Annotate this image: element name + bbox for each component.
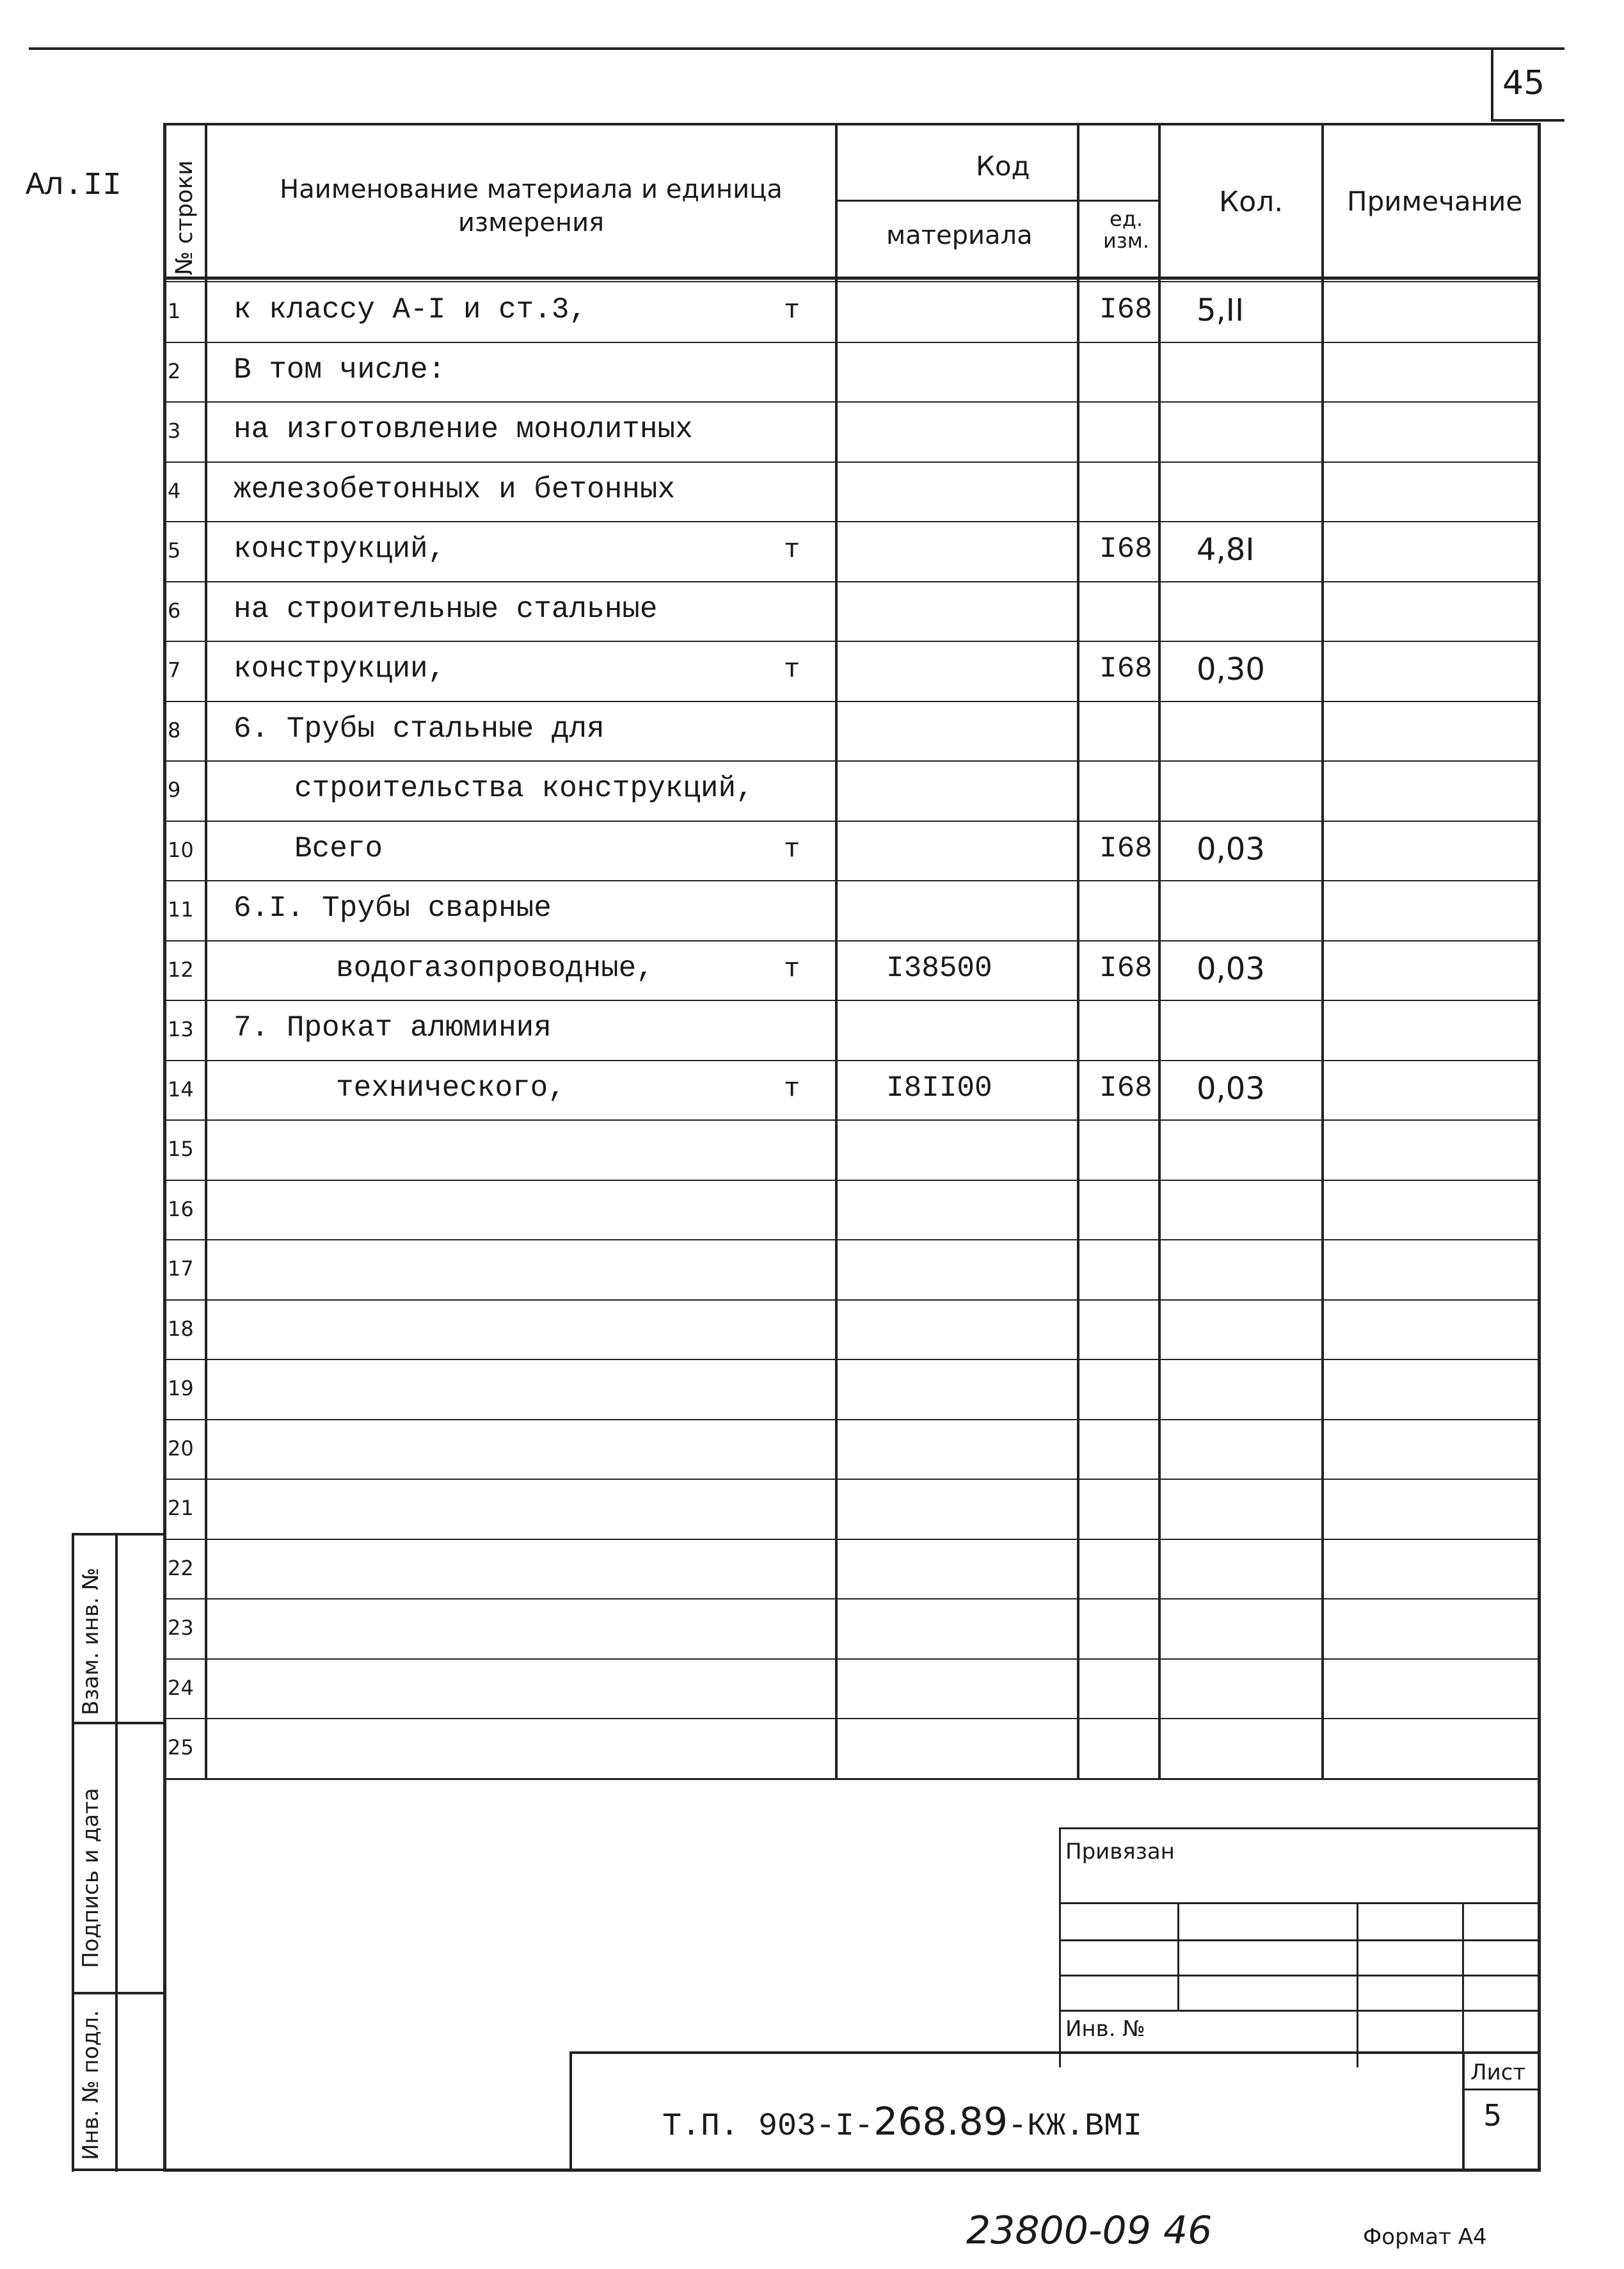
row-number: 21 [168,1496,194,1520]
row-number: 7 [168,658,181,682]
header-bottom-line [163,277,1539,280]
row-unit-code: I68 [1099,652,1152,686]
header-name-text: Наименование материала и единица измерения [280,175,783,237]
table-row [0,760,1539,821]
row-number: 4 [168,479,181,503]
tb-top [165,1778,1539,1780]
header-row-number: № строки [171,160,198,275]
row-number: 9 [168,778,181,802]
row-unit-code: I68 [1099,1071,1152,1105]
tb-sheet-left [1462,2051,1465,2170]
row-unit: т [784,295,800,326]
row-unit-code: I68 [1099,533,1152,566]
table-row [0,1479,1539,1539]
tb-sheet-sep [1462,2089,1539,2090]
row-name: к классу А-I и ст.3, [234,293,587,326]
row-name: конструкций, [234,533,446,566]
row-quantity: 0,03 [1197,1071,1265,1107]
row-unit: т [784,534,800,565]
row-number: 12 [168,958,194,982]
tb-privyazan-left [1059,1827,1061,2067]
table-row [0,282,1539,342]
header-name [211,173,851,239]
row-name: на строительные стальные [234,593,658,626]
tb-inv-no: Инв. № [1065,2016,1145,2042]
bottom-handwritten-number: 23800-09 46 [966,2208,1213,2253]
header-code-unit [1091,208,1161,252]
row-name: 6. Трубы стальные для [234,712,605,746]
row-unit: т [784,654,800,685]
tb-main-top [569,2051,1539,2054]
table-row [0,1419,1539,1479]
row-quantity: 0,03 [1197,831,1265,867]
row-name: Всего [294,832,383,865]
stamp-inv-podl: Инв. № подл. [78,2010,104,2160]
table-row [0,461,1539,522]
row-number: 22 [168,1556,194,1580]
row-number: 10 [168,838,194,862]
stamp-inner-left [115,1533,118,2172]
row-number: 20 [168,1436,194,1461]
table-row [0,1299,1539,1359]
header-code-unit-text: ед. изм. [1103,207,1150,253]
table-row [0,1119,1539,1180]
row-quantity: 0,03 [1197,951,1265,987]
table-row [0,1000,1539,1060]
tb-designation [662,2099,1142,2145]
stamp-podpis-data: Подпись и дата [78,1788,104,1968]
row-material-code: I38500 [886,952,992,985]
row-name: на изготовление монолитных [234,413,693,446]
row-quantity: 0,30 [1197,652,1265,687]
tb-grid-h2 [1059,1939,1539,1941]
row-number: 6 [168,598,181,623]
row-number: 5 [168,538,181,563]
row-name: строительства конструкций, [294,772,754,805]
table-row [0,1539,1539,1599]
row-unit-code: I68 [1099,832,1152,865]
row-unit: т [784,1073,800,1104]
row-number: 3 [168,419,181,443]
row-number: 19 [168,1376,194,1400]
tb-sheet-label: Лист [1470,2060,1526,2085]
table-row [0,1180,1539,1240]
top-sheet-number: 45 [1502,64,1545,102]
row-number: 13 [168,1017,194,1041]
header-code: Код [976,150,1030,182]
tb-privyazan-top [1059,1827,1539,1829]
tb-grid-h4 [1059,2010,1539,2012]
row-number: 1 [168,299,181,323]
table-row [0,1598,1539,1658]
row-material-code: I8II00 [886,1071,992,1105]
table-row [0,821,1539,881]
row-name: железобетонных и бетонных [234,473,676,506]
tb-grid-v2 [1357,1902,1358,2067]
format-label: Формат А4 [1363,2224,1487,2250]
header-code-material: материала [886,221,1033,250]
tb-designation-number: 268.89 [873,2099,1008,2144]
table-row [0,1718,1539,1778]
stamp-bottom [72,2169,165,2171]
table-row [0,401,1539,461]
table-row [0,1658,1539,1719]
tb-designation-suffix: -КЖ.ВМI [1008,2108,1143,2145]
row-number: 11 [168,897,194,922]
table-row [0,342,1539,402]
stamp-vzam-inv: Взам. инв. № [78,1567,104,1715]
row-name: 6.I. Трубы сварные [234,892,552,925]
stamp-top [72,1533,165,1535]
stamp-sep-1 [72,1722,165,1724]
tb-grid-h3 [1059,1975,1539,1976]
table-row [0,521,1539,581]
row-number: 2 [168,359,181,383]
row-unit-code: I68 [1099,952,1152,985]
row-name: В том числе: [234,353,446,387]
row-quantity: 5,II [1197,293,1245,328]
tb-sheet-value: 5 [1483,2098,1502,2133]
row-quantity: 4,8I [1197,532,1255,568]
row-number: 24 [168,1676,194,1700]
row-number: 23 [168,1616,194,1640]
tb-grid-v3 [1462,1902,1464,2067]
table-row [0,1060,1539,1120]
tb-grid-h1 [1059,1902,1539,1904]
row-name: водогазопроводные, [336,952,654,985]
row-number: 8 [168,718,181,742]
row-name: 7. Прокат алюминия [234,1011,552,1045]
header-qty: Кол. [1219,186,1284,218]
tb-designation-prefix: Т.П. 903-I- [662,2108,874,2145]
table-row [0,1359,1539,1419]
tb-grid-v1 [1177,1902,1179,2010]
row-number: 16 [168,1197,194,1221]
album-label: Ал.II [26,168,122,204]
row-unit: т [784,834,800,865]
row-number: 14 [168,1077,194,1102]
table-row [0,701,1539,761]
stamp-outer-left [72,1533,74,2172]
row-number: 15 [168,1137,194,1161]
table-row [0,1239,1539,1299]
row-number: 25 [168,1735,194,1760]
stamp-sep-2 [72,1992,165,1994]
header-note: Примечание [1347,186,1523,217]
row-unit-code: I68 [1099,293,1152,326]
table-row [0,641,1539,701]
code-subheader-line [835,200,1158,202]
table-row [0,880,1539,940]
table-row [0,581,1539,641]
row-number: 17 [168,1256,194,1281]
row-name: технического, [336,1071,566,1105]
row-name: конструкции, [234,652,446,686]
table-row [0,940,1539,1000]
tb-privyazan: Привязан [1065,1839,1175,1864]
tb-main-left [569,2051,572,2170]
row-unit: т [784,954,800,984]
row-number: 18 [168,1317,194,1341]
